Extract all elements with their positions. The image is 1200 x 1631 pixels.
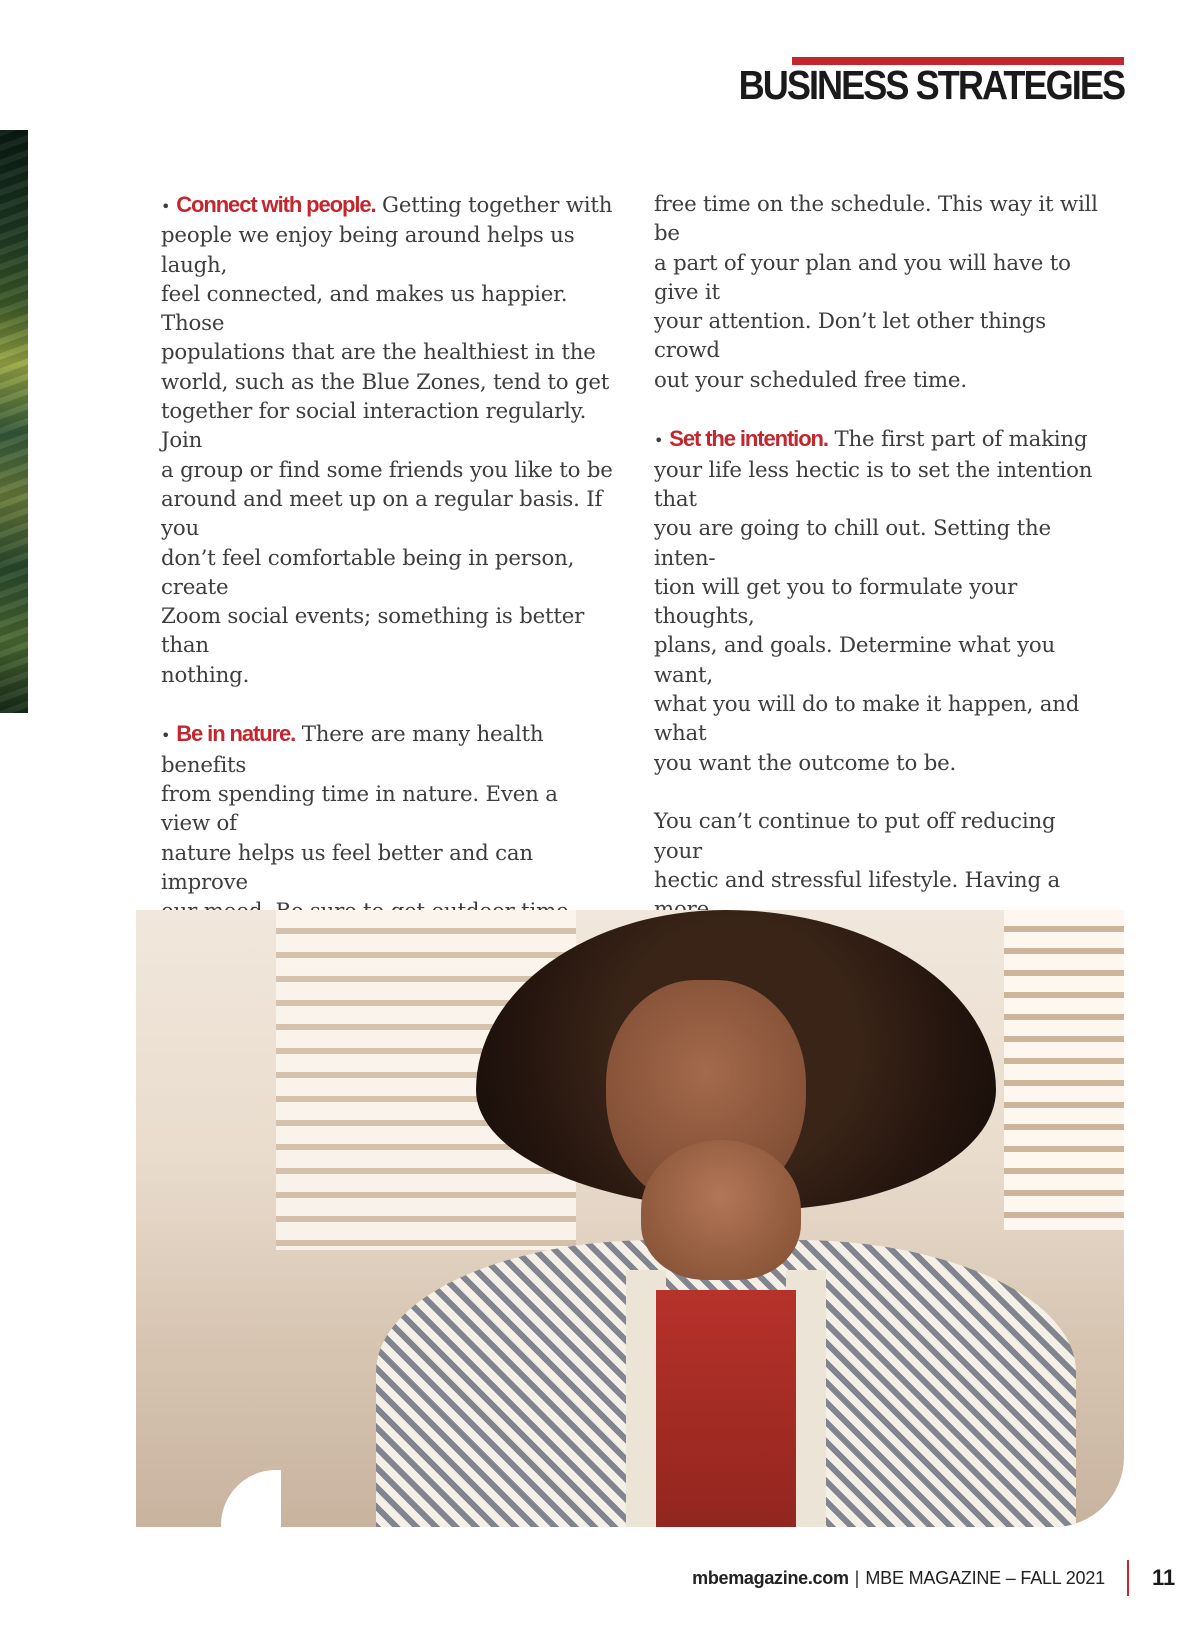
footer-separator: | [854,1568,860,1588]
bullet: • [161,726,171,746]
folded-hands [641,1140,801,1280]
paragraph-continued: free time on the schedule. This way it will be a part of your plan and you will have to give it your attention. Don’t let other things crowd out your scheduled free time. [654,192,1098,393]
woman-meditating-photo [136,910,1124,1527]
page-footer [692,1568,1105,1589]
page-number: 11 [1152,1565,1176,1590]
footer-magazine-issue: MBE MAGAZINE – FALL 2021 [865,1568,1105,1588]
paragraph-body: There are many health benefits from spending time in nature. Even a view of nature helps us feel better and can improve [161,722,558,895]
bullet: • [654,431,664,451]
section-title: BUSINESS STRATEGIES [738,62,1124,108]
paragraph-lead: Be in nature. [176,721,296,747]
bullet: • [161,197,171,216]
paragraph-set-the-intention [654,424,1109,778]
paragraph-connect-with-people [161,190,613,690]
footer-divider [1127,1560,1129,1596]
photo-corner-notch [221,1470,281,1527]
footer-website-link[interactable]: mbemagazine.com [692,1568,849,1588]
red-shirt [656,1290,796,1527]
paragraph-body: Getting together with people we enjoy being around helps us laugh, feel connected, and makes us happier. Those populations that are the healthiest in the world, such as the Blue Zones, tend to get together for social interaction regularly. Join a group or find some friends you like to be around and meet up on a regular basis. If you don’t feel comfortable being in person, create Zoom social events; something is better than nothing. [161,193,613,688]
paragraph-body: The first part of making your life less hectic is to set the intention that you are going to chill out. Setting the inten- tion will get you to formulate your thoughts, plans, and goals. Determine what you want, what you will do to make it happen, and what you want the outcome to be. [654,427,1093,776]
paragraph-lead: Connect with people. [176,192,376,217]
paragraph-lead: Set the intention. [669,426,828,452]
window-blinds-right [1004,910,1124,1230]
edge-photo-strip [0,130,28,713]
paragraph-body: You can’t continue to put off reducing your hectic and stressful lifestyle. Having a [654,809,1060,893]
